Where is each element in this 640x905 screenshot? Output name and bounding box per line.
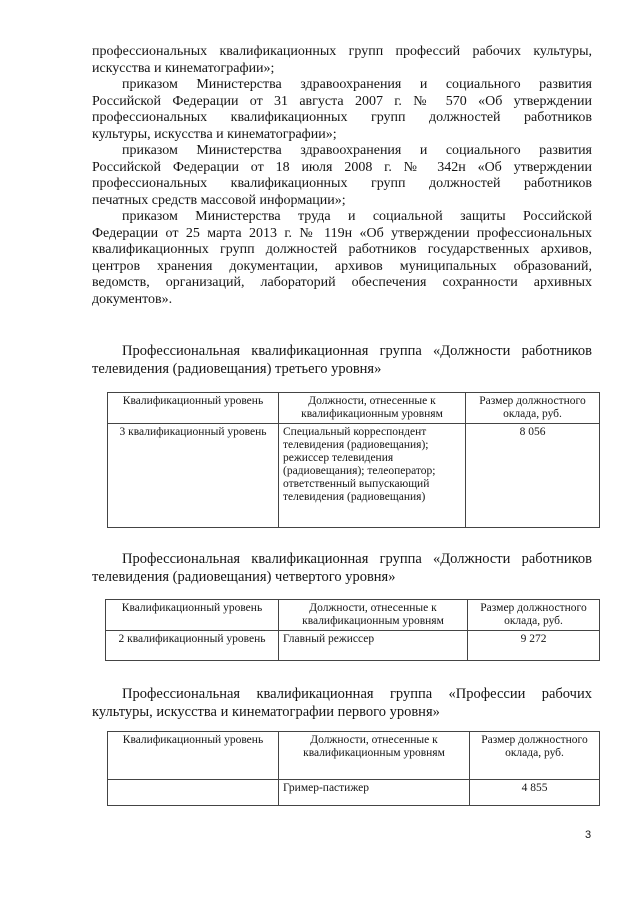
table-header-row <box>106 600 600 631</box>
header-positions: Должности, отнесенные к квалификационным уровням <box>279 393 466 424</box>
text-line: приказом Министерства здравоохранения и социального развития <box>122 143 592 158</box>
header-level: Квалификационный уровень <box>106 600 279 631</box>
table-row <box>108 780 600 806</box>
text-line: искусства и кинематографии»; <box>92 60 275 76</box>
heading-line: Профессиональная квалификационная группа «Должности работников <box>122 343 592 359</box>
header-positions: Должности, отнесенные к квалификационным уровням <box>279 600 468 631</box>
group3-heading <box>92 685 592 721</box>
group1-table <box>107 392 600 528</box>
group3-table <box>107 731 600 806</box>
text-line: Российской Федерации от 18 июля 2008 г. № 342н «Об утверждении <box>92 159 592 175</box>
heading-line: телевидения (радиовещания) четвертого уровня» <box>92 569 396 585</box>
heading-line: телевидения (радиовещания) третьего уровня» <box>92 361 382 377</box>
heading-line: культуры, искусства и кинематографии первого уровня» <box>92 704 440 720</box>
heading-line: Профессиональная квалификационная группа «Должности работников <box>122 551 592 567</box>
header-salary: Размер должностного оклада, руб. <box>466 393 600 424</box>
header-level: Квалификационный уровень <box>108 393 279 424</box>
header-positions: Должности, отнесенные к квалификационным уровням <box>279 732 470 780</box>
text-line: центров хранения документации, архивов муниципальных образований, <box>92 258 592 274</box>
page-number: 3 <box>585 829 592 841</box>
text-line: печатных средств массовой информации»; <box>92 192 346 208</box>
table-row <box>106 631 600 661</box>
header-salary: Размер должностного оклада, руб. <box>470 732 600 780</box>
cell-level: 3 квалификационный уровень <box>108 424 279 528</box>
cell-positions: Специальный корреспондент телевидения (радиовещания); режиссер телевидения (радиовещания); телеоператор; ответственный выпускающий телевидения (радиовещания) <box>279 424 466 528</box>
table-header-row <box>108 732 600 780</box>
table-row <box>108 424 600 528</box>
intro-paragraph <box>92 44 592 308</box>
text-line: профессиональных квалификационных групп должностей работников <box>92 110 592 125</box>
cell-salary: 8 056 <box>466 424 600 528</box>
group1-heading <box>92 342 592 378</box>
text-line: профессиональных квалификационных групп профессий рабочих культуры, <box>92 44 592 59</box>
text-line: документов». <box>92 291 173 307</box>
header-level: Квалификационный уровень <box>108 732 279 780</box>
text-line: профессиональных квалификационных групп должностей работников <box>92 176 592 191</box>
text-line: ведомств, организаций, лабораторий обеспечения сохранности архивных <box>92 275 592 290</box>
heading-line: Профессиональная квалификационная группа «Профессии рабочих <box>122 686 592 702</box>
text-line: Российской Федерации от 31 августа 2007 г. № 570 «Об утверждении <box>92 93 592 109</box>
cell-level <box>108 780 279 806</box>
text-line: приказом Министерства здравоохранения и социального развития <box>122 77 592 92</box>
text-line: приказом Министерства труда и социальной защиты Российской <box>122 209 592 224</box>
group2-heading <box>92 550 592 586</box>
text-line: квалификационных групп должностей работников государственных архивов, <box>92 242 592 257</box>
cell-salary: 4 855 <box>470 780 600 806</box>
cell-positions: Главный режиссер <box>279 631 468 661</box>
text-line: культуры, искусства и кинематографии»; <box>92 126 337 142</box>
group2-table <box>105 599 600 661</box>
cell-positions: Гример-пастижер <box>279 780 470 806</box>
table-header-row <box>108 393 600 424</box>
header-salary: Размер должностного оклада, руб. <box>468 600 600 631</box>
cell-salary: 9 272 <box>468 631 600 661</box>
text-line: Федерации от 25 марта 2013 г. № 119н «Об утверждении профессиональных <box>92 225 592 241</box>
cell-level: 2 квалификационный уровень <box>106 631 279 661</box>
